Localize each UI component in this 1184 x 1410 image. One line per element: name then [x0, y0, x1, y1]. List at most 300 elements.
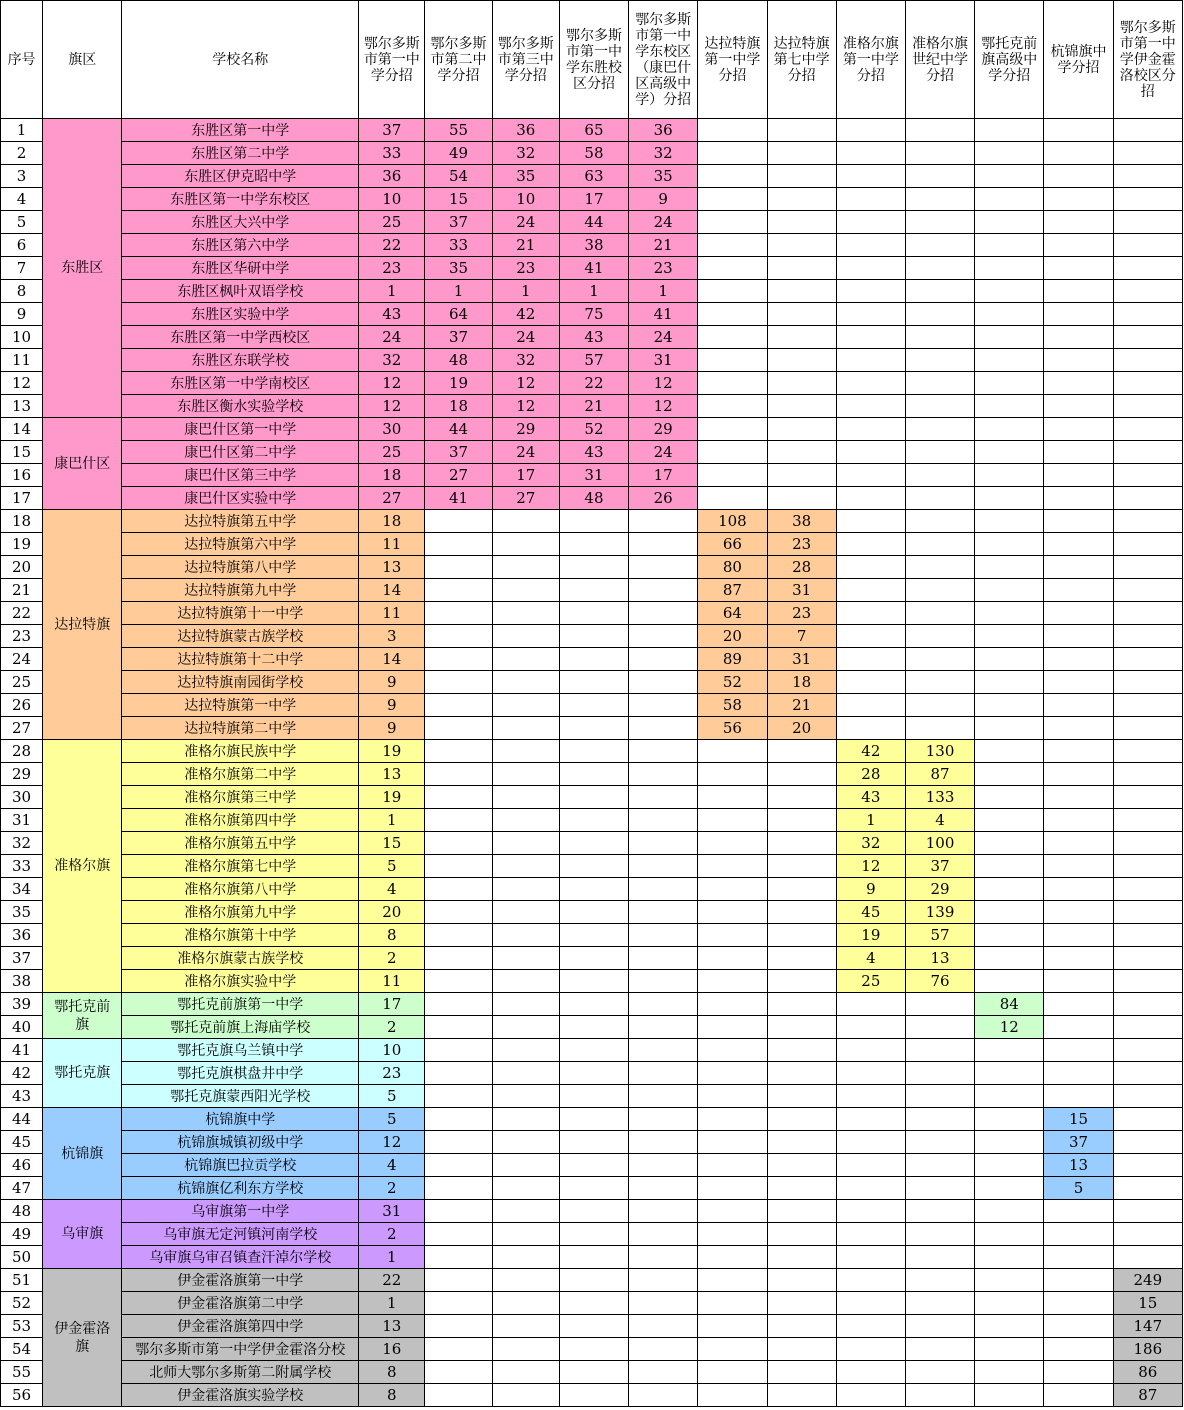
quota-cell — [629, 855, 698, 878]
quota-cell: 13 — [905, 947, 974, 970]
quota-cell — [1044, 1292, 1113, 1315]
quota-cell — [975, 740, 1044, 763]
quota-cell — [975, 717, 1044, 740]
quota-cell: 24 — [492, 211, 559, 234]
quota-cell — [698, 464, 767, 487]
quota-cell — [492, 832, 559, 855]
school-name: 鄂托克旗蒙西阳光学校 — [122, 1085, 359, 1108]
quota-cell — [629, 786, 698, 809]
quota-cell — [698, 280, 767, 303]
quota-cell — [559, 1338, 628, 1361]
quota-cell — [1113, 142, 1182, 165]
quota-cell: 4 — [359, 878, 425, 901]
quota-cell: 37 — [359, 119, 425, 142]
quota-cell — [1044, 441, 1113, 464]
quota-cell — [975, 832, 1044, 855]
quota-cell: 27 — [425, 464, 492, 487]
quota-cell — [836, 602, 905, 625]
row-index: 8 — [1, 280, 43, 303]
quota-cell — [1044, 855, 1113, 878]
quota-cell — [698, 1108, 767, 1131]
quota-cell — [905, 625, 974, 648]
quota-cell: 7 — [767, 625, 836, 648]
quota-cell — [1113, 1177, 1182, 1200]
quota-cell — [836, 671, 905, 694]
quota-cell — [975, 1292, 1044, 1315]
quota-cell — [975, 1361, 1044, 1384]
quota-cell — [1044, 1085, 1113, 1108]
quota-cell — [559, 1315, 628, 1338]
quota-cell — [425, 970, 492, 993]
quota-cell — [492, 1131, 559, 1154]
row-index: 44 — [1, 1108, 43, 1131]
table-row — [1, 924, 1183, 947]
quota-cell: 24 — [359, 326, 425, 349]
header-no1-dongsheng: 鄂尔多斯市第一中学东胜校区分招 — [559, 1, 628, 119]
quota-cell — [559, 878, 628, 901]
quota-cell — [559, 602, 628, 625]
quota-cell — [1113, 1154, 1182, 1177]
quota-cell: 28 — [836, 763, 905, 786]
quota-cell: 9 — [836, 878, 905, 901]
table-row — [1, 878, 1183, 901]
table-row — [1, 1085, 1183, 1108]
quota-cell — [492, 809, 559, 832]
quota-cell: 11 — [359, 602, 425, 625]
quota-cell — [1044, 832, 1113, 855]
quota-cell: 12 — [492, 372, 559, 395]
quota-cell — [1113, 717, 1182, 740]
school-name: 准格尔旗第九中学 — [122, 901, 359, 924]
quota-cell — [698, 1177, 767, 1200]
quota-cell — [698, 418, 767, 441]
quota-cell — [492, 786, 559, 809]
quota-cell — [975, 510, 1044, 533]
quota-cell — [905, 326, 974, 349]
quota-cell — [767, 142, 836, 165]
quota-cell: 13 — [359, 1315, 425, 1338]
header-school-name: 学校名称 — [122, 1, 359, 119]
quota-cell: 15 — [425, 188, 492, 211]
quota-cell: 24 — [492, 441, 559, 464]
school-name: 达拉特旗第十二中学 — [122, 648, 359, 671]
quota-cell — [629, 533, 698, 556]
row-index: 11 — [1, 349, 43, 372]
quota-cell — [905, 648, 974, 671]
row-index: 46 — [1, 1154, 43, 1177]
quota-cell — [559, 855, 628, 878]
quota-cell — [836, 441, 905, 464]
header-no1-high: 鄂尔多斯市第一中学分招 — [359, 1, 425, 119]
quota-cell: 1 — [492, 280, 559, 303]
table-row — [1, 188, 1183, 211]
quota-cell: 84 — [975, 993, 1044, 1016]
row-index: 36 — [1, 924, 43, 947]
quota-cell — [905, 993, 974, 1016]
quota-cell — [629, 1062, 698, 1085]
quota-cell — [836, 717, 905, 740]
header-row — [1, 1, 1183, 119]
quota-cell: 32 — [836, 832, 905, 855]
quota-cell — [492, 1246, 559, 1269]
quota-cell — [559, 1039, 628, 1062]
quota-cell — [425, 1200, 492, 1223]
quota-cell: 43 — [559, 326, 628, 349]
quota-cell — [492, 1016, 559, 1039]
quota-cell — [1113, 648, 1182, 671]
header-hangjin-high: 杭锦旗中学分招 — [1044, 1, 1113, 119]
school-name: 杭锦旗亿利东方学校 — [122, 1177, 359, 1200]
quota-cell — [425, 1177, 492, 1200]
quota-cell — [698, 1200, 767, 1223]
quota-cell — [698, 786, 767, 809]
quota-cell — [1044, 625, 1113, 648]
quota-cell — [425, 993, 492, 1016]
quota-cell — [767, 1131, 836, 1154]
quota-cell — [1044, 1338, 1113, 1361]
quota-cell — [905, 303, 974, 326]
district-cell: 鄂托克前旗 — [43, 993, 122, 1039]
quota-cell: 36 — [629, 119, 698, 142]
row-index: 34 — [1, 878, 43, 901]
quota-cell — [629, 1085, 698, 1108]
quota-cell — [698, 303, 767, 326]
quota-cell — [1044, 648, 1113, 671]
quota-cell — [836, 1269, 905, 1292]
quota-cell — [698, 1269, 767, 1292]
row-index: 45 — [1, 1131, 43, 1154]
quota-cell — [975, 533, 1044, 556]
header-no2-high: 鄂尔多斯市第二中学分招 — [425, 1, 492, 119]
quota-cell — [767, 211, 836, 234]
quota-cell — [698, 924, 767, 947]
table-row — [1, 142, 1183, 165]
quota-cell — [836, 1039, 905, 1062]
table-row — [1, 395, 1183, 418]
quota-cell — [425, 947, 492, 970]
school-name: 东胜区第一中学 — [122, 119, 359, 142]
quota-cell: 2 — [359, 1223, 425, 1246]
table-row — [1, 740, 1183, 763]
quota-cell: 37 — [425, 441, 492, 464]
quota-cell — [629, 809, 698, 832]
quota-cell — [629, 1223, 698, 1246]
quota-cell: 41 — [425, 487, 492, 510]
quota-cell — [1044, 763, 1113, 786]
row-index: 20 — [1, 556, 43, 579]
row-index: 5 — [1, 211, 43, 234]
quota-cell — [767, 855, 836, 878]
quota-cell: 42 — [492, 303, 559, 326]
row-index: 10 — [1, 326, 43, 349]
quota-cell: 65 — [559, 119, 628, 142]
header-zhungeer-no1: 准格尔旗第一中学分招 — [836, 1, 905, 119]
quota-cell: 38 — [559, 234, 628, 257]
quota-cell — [698, 1062, 767, 1085]
quota-cell — [559, 1131, 628, 1154]
quota-cell — [1044, 809, 1113, 832]
quota-cell: 87 — [698, 579, 767, 602]
quota-cell — [1113, 855, 1182, 878]
school-name: 鄂托克旗棋盘井中学 — [122, 1062, 359, 1085]
quota-cell — [767, 1361, 836, 1384]
quota-cell — [559, 625, 628, 648]
table-row — [1, 832, 1183, 855]
quota-cell — [559, 1016, 628, 1039]
quota-cell — [698, 211, 767, 234]
quota-cell — [559, 947, 628, 970]
quota-cell — [975, 165, 1044, 188]
quota-cell — [425, 740, 492, 763]
table-row — [1, 1384, 1183, 1407]
quota-cell — [905, 1269, 974, 1292]
school-name: 达拉特旗第九中学 — [122, 579, 359, 602]
quota-cell — [1113, 257, 1182, 280]
quota-cell — [629, 1131, 698, 1154]
quota-cell — [767, 326, 836, 349]
quota-cell: 80 — [698, 556, 767, 579]
quota-cell: 13 — [1044, 1154, 1113, 1177]
quota-cell — [905, 142, 974, 165]
quota-cell — [905, 1361, 974, 1384]
quota-cell — [905, 487, 974, 510]
row-index: 29 — [1, 763, 43, 786]
quota-cell: 18 — [359, 464, 425, 487]
quota-cell — [425, 625, 492, 648]
quota-cell — [905, 1338, 974, 1361]
quota-cell: 58 — [698, 694, 767, 717]
row-index: 56 — [1, 1384, 43, 1407]
quota-cell — [425, 1269, 492, 1292]
quota-cell: 43 — [559, 441, 628, 464]
row-index: 18 — [1, 510, 43, 533]
quota-cell: 12 — [359, 1131, 425, 1154]
quota-cell — [905, 280, 974, 303]
quota-cell: 22 — [359, 234, 425, 257]
quota-cell: 44 — [559, 211, 628, 234]
quota-cell — [559, 533, 628, 556]
quota-cell — [629, 1361, 698, 1384]
table-row — [1, 1108, 1183, 1131]
quota-cell — [1113, 740, 1182, 763]
table-row — [1, 947, 1183, 970]
quota-cell — [492, 947, 559, 970]
quota-cell — [767, 280, 836, 303]
quota-cell — [425, 1361, 492, 1384]
quota-cell — [698, 993, 767, 1016]
quota-cell — [975, 441, 1044, 464]
quota-cell — [1044, 119, 1113, 142]
quota-cell — [698, 1039, 767, 1062]
quota-cell: 27 — [492, 487, 559, 510]
quota-cell — [836, 1131, 905, 1154]
quota-cell — [629, 970, 698, 993]
quota-cell: 29 — [905, 878, 974, 901]
school-name: 准格尔旗第五中学 — [122, 832, 359, 855]
quota-cell — [836, 1108, 905, 1131]
quota-cell — [698, 1223, 767, 1246]
quota-cell — [492, 740, 559, 763]
table-row — [1, 303, 1183, 326]
quota-cell — [1044, 1016, 1113, 1039]
district-cell: 康巴什区 — [43, 418, 122, 510]
row-index: 17 — [1, 487, 43, 510]
quota-cell: 23 — [767, 602, 836, 625]
quota-cell — [1044, 326, 1113, 349]
table-row — [1, 1131, 1183, 1154]
quota-cell — [975, 671, 1044, 694]
quota-cell: 21 — [629, 234, 698, 257]
quota-cell — [698, 142, 767, 165]
quota-cell: 29 — [629, 418, 698, 441]
row-index: 13 — [1, 395, 43, 418]
quota-cell — [975, 372, 1044, 395]
quota-cell: 1 — [836, 809, 905, 832]
quota-cell — [559, 717, 628, 740]
quota-cell: 29 — [492, 418, 559, 441]
row-index: 21 — [1, 579, 43, 602]
table-row — [1, 533, 1183, 556]
header-dalate-no7: 达拉特旗第七中学分招 — [767, 1, 836, 119]
quota-cell: 2 — [359, 1016, 425, 1039]
quota-cell — [975, 303, 1044, 326]
quota-cell — [492, 1039, 559, 1062]
quota-cell — [629, 602, 698, 625]
quota-cell — [559, 1062, 628, 1085]
quota-cell — [767, 441, 836, 464]
quota-cell: 21 — [559, 395, 628, 418]
quota-cell — [767, 1154, 836, 1177]
quota-cell — [1044, 993, 1113, 1016]
quota-cell — [629, 579, 698, 602]
quota-cell — [425, 510, 492, 533]
quota-cell — [492, 625, 559, 648]
quota-cell — [1113, 1108, 1182, 1131]
quota-cell — [836, 165, 905, 188]
quota-cell — [975, 970, 1044, 993]
quota-cell — [492, 1223, 559, 1246]
quota-cell — [1044, 1315, 1113, 1338]
row-index: 40 — [1, 1016, 43, 1039]
table-row — [1, 326, 1183, 349]
quota-cell — [975, 1131, 1044, 1154]
quota-cell — [1044, 694, 1113, 717]
quota-cell — [1113, 1039, 1182, 1062]
quota-cell: 23 — [767, 533, 836, 556]
quota-cell: 87 — [905, 763, 974, 786]
quota-cell: 13 — [359, 556, 425, 579]
quota-cell — [629, 671, 698, 694]
quota-cell — [1113, 832, 1182, 855]
quota-cell: 25 — [836, 970, 905, 993]
quota-cell: 18 — [359, 510, 425, 533]
quota-cell — [767, 901, 836, 924]
quota-cell: 24 — [629, 326, 698, 349]
quota-cell — [1044, 487, 1113, 510]
quota-cell — [492, 1200, 559, 1223]
quota-cell — [698, 1016, 767, 1039]
quota-cell — [836, 1361, 905, 1384]
quota-cell — [559, 786, 628, 809]
row-index: 25 — [1, 671, 43, 694]
table-row — [1, 510, 1183, 533]
table-row — [1, 1361, 1183, 1384]
table-row — [1, 993, 1183, 1016]
quota-cell: 35 — [425, 257, 492, 280]
quota-cell — [767, 832, 836, 855]
quota-cell — [425, 533, 492, 556]
quota-cell — [905, 1131, 974, 1154]
quota-cell — [975, 947, 1044, 970]
quota-cell: 1 — [559, 280, 628, 303]
school-name: 东胜区华研中学 — [122, 257, 359, 280]
school-name: 东胜区东联学校 — [122, 349, 359, 372]
quota-cell — [975, 234, 1044, 257]
quota-cell: 130 — [905, 740, 974, 763]
row-index: 27 — [1, 717, 43, 740]
quota-cell — [1044, 878, 1113, 901]
quota-cell — [836, 188, 905, 211]
quota-cell — [905, 349, 974, 372]
school-name: 康巴什区第一中学 — [122, 418, 359, 441]
quota-cell — [975, 418, 1044, 441]
quota-cell — [905, 717, 974, 740]
quota-cell: 36 — [359, 165, 425, 188]
row-index: 15 — [1, 441, 43, 464]
quota-cell — [836, 556, 905, 579]
quota-cell — [1113, 924, 1182, 947]
table-row — [1, 349, 1183, 372]
school-name: 东胜区伊克昭中学 — [122, 165, 359, 188]
table-row — [1, 602, 1183, 625]
school-name: 乌审旗无定河镇河南学校 — [122, 1223, 359, 1246]
quota-cell — [767, 1108, 836, 1131]
quota-cell — [905, 119, 974, 142]
table-row — [1, 441, 1183, 464]
quota-cell: 10 — [359, 188, 425, 211]
header-index: 序号 — [1, 1, 43, 119]
quota-cell: 17 — [492, 464, 559, 487]
quota-cell: 48 — [559, 487, 628, 510]
quota-cell: 27 — [359, 487, 425, 510]
quota-cell — [905, 579, 974, 602]
quota-cell — [492, 970, 559, 993]
school-name: 准格尔旗民族中学 — [122, 740, 359, 763]
school-name: 准格尔旗实验中学 — [122, 970, 359, 993]
district-cell: 乌审旗 — [43, 1200, 122, 1269]
row-index: 52 — [1, 1292, 43, 1315]
quota-cell — [1113, 464, 1182, 487]
quota-cell: 11 — [359, 970, 425, 993]
table-row — [1, 970, 1183, 993]
quota-cell — [698, 372, 767, 395]
table-row — [1, 1016, 1183, 1039]
quota-cell — [767, 349, 836, 372]
quota-cell — [905, 395, 974, 418]
quota-cell: 9 — [359, 717, 425, 740]
quota-cell — [836, 395, 905, 418]
school-name: 达拉特旗蒙古族学校 — [122, 625, 359, 648]
quota-cell — [1113, 625, 1182, 648]
table-row — [1, 901, 1183, 924]
quota-cell — [975, 1062, 1044, 1085]
school-name: 东胜区第二中学 — [122, 142, 359, 165]
quota-cell — [975, 326, 1044, 349]
quota-cell — [905, 694, 974, 717]
quota-cell: 17 — [359, 993, 425, 1016]
quota-cell — [492, 1361, 559, 1384]
quota-cell — [559, 648, 628, 671]
